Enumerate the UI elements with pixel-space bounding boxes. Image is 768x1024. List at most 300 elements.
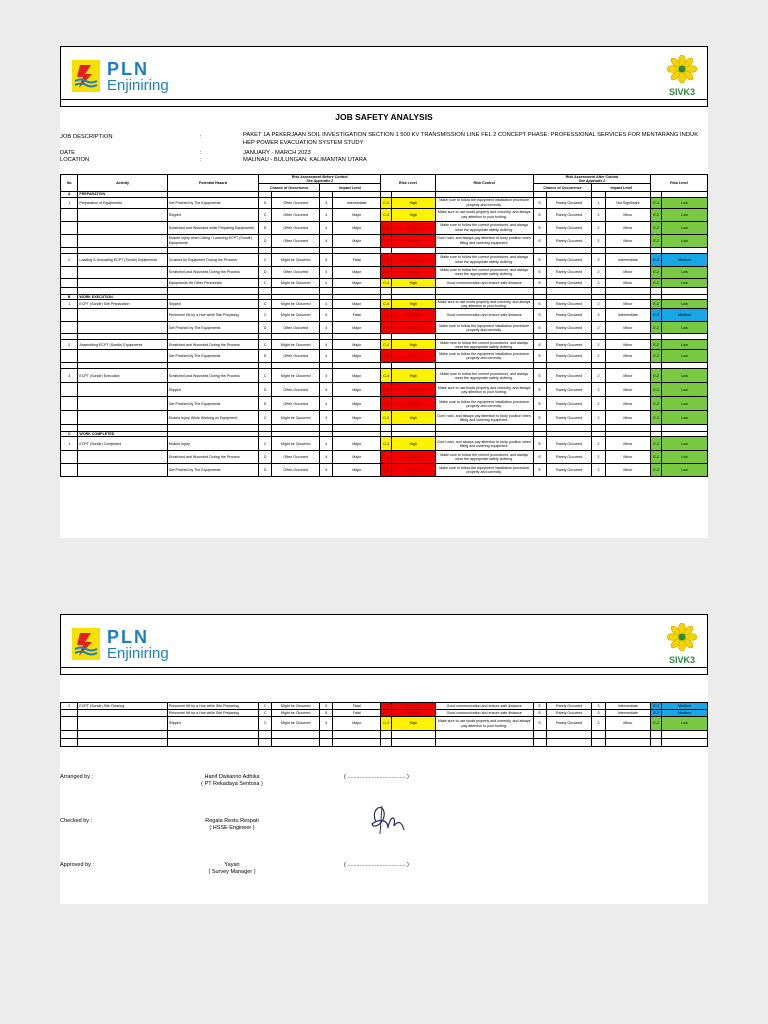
signature-person <box>180 818 284 832</box>
risk-code-after: E-3 <box>651 710 662 717</box>
risk-level-before: High <box>392 369 436 383</box>
before-subtitle: See Appendix 2 <box>306 179 333 184</box>
chance-text-before: Might be Occurred <box>272 278 320 287</box>
spacer-cell <box>167 739 258 747</box>
info-colon: : <box>200 157 202 163</box>
risk-code-before: D-4 <box>381 451 392 464</box>
impact-code-before: 4 <box>320 437 333 451</box>
spacer-cell <box>533 287 546 294</box>
section-code: B <box>61 294 78 299</box>
chance-text-after: Rarely Occurred <box>546 369 592 383</box>
chance-text-before: Might be Occurred <box>272 703 320 710</box>
table-row <box>61 309 708 322</box>
impact-text-before: Major <box>333 278 381 287</box>
chance-code-after: E <box>533 464 546 477</box>
spacer-row <box>61 739 708 747</box>
hazard-cell: Scratched and Wounded During the Process <box>167 369 258 383</box>
spacer-cell <box>662 739 708 747</box>
table-row <box>61 710 708 717</box>
impact-text-after: Minor <box>605 717 651 731</box>
chance-text-before: Might be Occurred <box>272 437 320 451</box>
risk-code-before: C-5 <box>381 309 392 322</box>
impact-text-before: Major <box>333 322 381 334</box>
chance-text-after: Rarely Occurred <box>546 278 592 287</box>
activity-cell: ECPT (Sondir) Completed <box>78 437 167 451</box>
impact-text-before: Major <box>333 717 381 731</box>
chance-code-before: C <box>259 703 272 710</box>
chance-text-before: Might be Occurred <box>272 411 320 425</box>
risk-code-after: E-2 <box>651 278 662 287</box>
spacer-cell <box>651 731 662 739</box>
activity-cell <box>78 383 167 397</box>
risk-code-after: E-2 <box>651 350 662 363</box>
risk-control-cell: Make sure to follow the equipment installation procedure properly and correctly. <box>435 197 533 208</box>
impact-text-after: Minor <box>605 411 651 425</box>
pln-logo <box>71 59 169 93</box>
impact-code-before: 4 <box>320 234 333 247</box>
signature-person <box>180 862 284 876</box>
table-row <box>61 322 708 334</box>
row-number: 3 <box>61 369 78 383</box>
risk-code-after: E-2 <box>651 340 662 350</box>
row-number <box>61 411 78 425</box>
table-row <box>61 451 708 464</box>
spacer-cell <box>651 287 662 294</box>
impact-text-before: Major <box>333 221 381 234</box>
chance-text-after: Rarely Occurred <box>546 397 592 411</box>
chance-text-after: Rarely Occurred <box>546 266 592 278</box>
chance-text-after: Rarely Occurred <box>546 322 592 334</box>
activity-cell <box>78 717 167 731</box>
row-number: 2 <box>61 340 78 350</box>
chance-text-before: Might be Occurred <box>272 253 320 266</box>
spacer-cell <box>592 287 605 294</box>
risk-level-after: Low <box>662 451 708 464</box>
hazard-cell: Scratched and Wounded During the Process <box>167 340 258 350</box>
chance-text-before: Often Occurred <box>272 197 320 208</box>
chance-text-after: Rarely Occurred <box>546 383 592 397</box>
activity-cell <box>78 350 167 363</box>
risk-code-after: E-2 <box>651 411 662 425</box>
handwritten-signature <box>366 800 408 838</box>
col-after-control <box>533 175 651 184</box>
impact-text-before: Major <box>333 350 381 363</box>
spacer-cell <box>651 739 662 747</box>
chance-code-before: D <box>259 197 272 208</box>
col-risk-control: Risk Control <box>435 175 533 192</box>
chance-code-before: D <box>259 234 272 247</box>
chance-code-after: E <box>533 299 546 308</box>
chance-code-after: E <box>533 397 546 411</box>
risk-level-after: Low <box>662 350 708 363</box>
hazard-cell: Muscle Injury <box>167 437 258 451</box>
chance-text-after: Rarely Occurred <box>546 451 592 464</box>
impact-code-after: 2 <box>592 369 605 383</box>
activity-cell <box>78 464 167 477</box>
chance-code-before: D <box>259 464 272 477</box>
spacer-cell <box>78 731 167 739</box>
hazard-cell: Scratched and Wounded During the Process <box>167 451 258 464</box>
impact-code-after: 2 <box>592 451 605 464</box>
risk-code-after: E-2 <box>651 383 662 397</box>
table-row <box>61 437 708 451</box>
activity-cell: ECPT (Sondir) Site Preparation <box>78 299 167 308</box>
chance-text-before: Might be Occurred <box>272 340 320 350</box>
impact-code-after: 2 <box>592 322 605 334</box>
row-number: 2 <box>61 253 78 266</box>
signatory-name: Hanif Dwiianno Adhika <box>204 774 260 780</box>
impact-code-before: 4 <box>320 717 333 731</box>
activity-cell: Loading & Unloading ECPT (Sondir) Equipments <box>78 253 167 266</box>
spacer-cell <box>333 425 381 432</box>
chance-code-after: E <box>533 322 546 334</box>
activity-cell: ECPT (Sondir) Execution <box>78 369 167 383</box>
table-row <box>61 383 708 397</box>
spacer-cell <box>392 425 436 432</box>
risk-level-before: Extreme <box>392 221 436 234</box>
impact-text-before: Major <box>333 266 381 278</box>
chance-code-after: E <box>533 703 546 710</box>
chance-code-before: D <box>259 383 272 397</box>
risk-code-before: C-5 <box>381 710 392 717</box>
impact-text-before: Fatal <box>333 703 381 710</box>
sivk3-logo <box>665 55 699 97</box>
info-colon: : <box>200 150 202 156</box>
activity-cell <box>78 234 167 247</box>
impact-code-before: 5 <box>320 309 333 322</box>
table-row <box>61 197 708 208</box>
spacer-cell <box>662 425 708 432</box>
row-number <box>61 278 78 287</box>
col-impact-before: Impact Level <box>320 184 381 192</box>
risk-level-before: Extreme <box>392 350 436 363</box>
risk-level-after: Low <box>662 278 708 287</box>
risk-level-after: Low <box>662 411 708 425</box>
risk-level-after: Low <box>662 221 708 234</box>
hazard-cell: Scratched and Wounded while Preparing Equipments <box>167 221 258 234</box>
spacer-row <box>61 731 708 739</box>
col-chance-before: Chance of Occurrence <box>259 184 320 192</box>
info-key: DATE <box>60 150 76 156</box>
chance-text-before: Might be Occurred <box>272 369 320 383</box>
impact-text-before: Major <box>333 234 381 247</box>
hazard-cell: Personnel Hit by a Hoe while Site Preparing <box>167 703 258 710</box>
spacer-cell <box>381 739 392 747</box>
impact-text-before: Major <box>333 340 381 350</box>
activity-cell <box>78 278 167 287</box>
brand-name: PLN <box>107 58 149 79</box>
section-code: C <box>61 432 78 437</box>
impact-code-after: 3 <box>592 253 605 266</box>
chance-code-before: D <box>259 266 272 278</box>
spacer-cell <box>167 287 258 294</box>
impact-code-before: 4 <box>320 208 333 221</box>
risk-code-before: D-4 <box>381 221 392 234</box>
spacer-cell <box>605 731 651 739</box>
impact-code-after: 2 <box>592 299 605 308</box>
risk-level-before: High <box>392 278 436 287</box>
impact-text-after: Minor <box>605 322 651 334</box>
spacer-cell <box>333 731 381 739</box>
pln-logo-icon <box>71 59 101 93</box>
spacer-cell <box>435 425 533 432</box>
header-row <box>61 175 708 184</box>
impact-text-after: Minor <box>605 266 651 278</box>
chance-text-after: Rarely Occurred <box>546 299 592 308</box>
impact-code-after: 2 <box>592 340 605 350</box>
impact-code-after: 2 <box>592 397 605 411</box>
table-row <box>61 717 708 731</box>
impact-code-before: 4 <box>320 278 333 287</box>
spacer-cell <box>259 739 272 747</box>
table-row <box>61 221 708 234</box>
signature-label: Checked by : <box>60 818 93 824</box>
spacer-cell <box>320 739 333 747</box>
hazard-cell: Get Pinched by The Equipments <box>167 464 258 477</box>
risk-code-before: C-5 <box>381 253 392 266</box>
risk-code-after: E-2 <box>651 221 662 234</box>
impact-code-before: 4 <box>320 340 333 350</box>
after-subtitle: See Appendix 2 <box>578 179 606 184</box>
chance-code-after: E <box>533 208 546 221</box>
impact-code-before: 4 <box>320 451 333 464</box>
risk-level-after: Low <box>662 437 708 451</box>
risk-level-after: Medium <box>662 253 708 266</box>
header-box <box>60 46 708 100</box>
spacer-cell <box>435 739 533 747</box>
activity-cell <box>78 208 167 221</box>
risk-code-before: C-3 <box>381 197 392 208</box>
risk-control-cell: Make sure to follow the equipment installation procedure properly and correctly. <box>435 397 533 411</box>
col-risk-level-after: Risk Level <box>651 175 708 192</box>
hazard-cell: Get Pinched by The Equipments <box>167 397 258 411</box>
impact-code-before: 4 <box>320 350 333 363</box>
impact-text-after: Minor <box>605 397 651 411</box>
impact-text-after: Minor <box>605 437 651 451</box>
hazard-cell: Get Pinched by The Equipments <box>167 350 258 363</box>
after-title: Risk Assessment After Control <box>565 175 619 179</box>
spacer-cell <box>320 287 333 294</box>
risk-level-before: High <box>392 437 436 451</box>
risk-level-before: Extreme <box>392 322 436 334</box>
chance-text-before: Often Occurred <box>272 322 320 334</box>
chance-code-before: D <box>259 221 272 234</box>
risk-code-after: E-2 <box>651 451 662 464</box>
sivk3-flower-icon <box>667 623 697 651</box>
impact-code-after: 1 <box>592 197 605 208</box>
signature-line: ( ...................................... ) <box>344 774 409 780</box>
spacer-cell <box>651 425 662 432</box>
table-row <box>61 234 708 247</box>
info-value: MALINAU - BULUNGAN, KALIMANTAN UTARA <box>243 157 367 163</box>
risk-code-before: C-4 <box>381 208 392 221</box>
spacer-cell <box>381 287 392 294</box>
risk-level-before: Extreme <box>392 397 436 411</box>
impact-code-after: 2 <box>592 208 605 221</box>
impact-text-after: Minor <box>605 234 651 247</box>
info-key: LOCATION <box>60 157 90 163</box>
chance-text-after: Rarely Occurred <box>546 411 592 425</box>
impact-text-before: Fatal <box>333 253 381 266</box>
impact-text-before: Major <box>333 464 381 477</box>
risk-code-before: C-4 <box>381 278 392 287</box>
impact-code-after: 2 <box>592 266 605 278</box>
risk-code-after: E-2 <box>651 266 662 278</box>
impact-code-before: 4 <box>320 299 333 308</box>
row-number <box>61 208 78 221</box>
risk-code-after: E-2 <box>651 437 662 451</box>
spacer-cell <box>592 731 605 739</box>
risk-level-after: Low <box>662 197 708 208</box>
risk-code-after: E-3 <box>651 703 662 710</box>
row-number: 1 <box>61 197 78 208</box>
chance-text-after: Rarely Occurred <box>546 234 592 247</box>
signatory-name: Yayan <box>224 862 240 868</box>
risk-code-after: E-2 <box>651 397 662 411</box>
spacer-cell <box>78 287 167 294</box>
risk-level-before: High <box>392 208 436 221</box>
risk-level-after: Low <box>662 208 708 221</box>
jsa-table <box>60 174 708 477</box>
section-name: WORK EXECUTION <box>78 294 167 299</box>
risk-level-after: Low <box>662 464 708 477</box>
impact-text-before: Fatal <box>333 710 381 717</box>
risk-control-cell: Make sure to use boots properly and correctly, and always pay attention to your footing. <box>435 299 533 308</box>
impact-text-before: Major <box>333 383 381 397</box>
col-hazard: Potential Hazard <box>167 175 258 192</box>
risk-level-before: High <box>392 411 436 425</box>
impact-code-before: 4 <box>320 383 333 397</box>
chance-text-before: Often Occurred <box>272 221 320 234</box>
spacer-cell <box>533 425 546 432</box>
chance-code-before: C <box>259 369 272 383</box>
activity-cell <box>78 411 167 425</box>
info-value: JANUARY - MARCH 2023 <box>243 150 311 156</box>
section-name: WORK COMPLETED <box>78 432 167 437</box>
sivk3-label: SIVK3 <box>668 87 695 97</box>
risk-level-before: Extreme <box>392 234 436 247</box>
spacer-cell <box>320 731 333 739</box>
chance-text-after: Rarely Occurred <box>546 710 592 717</box>
chance-code-after: E <box>533 266 546 278</box>
row-number <box>61 717 78 731</box>
risk-control-cell: Make sure to use boots properly and correctly, and always pay attention to your footing. <box>435 717 533 731</box>
chance-text-after: Rarely Occurred <box>546 340 592 350</box>
spacer-cell <box>533 731 546 739</box>
hazard-cell: Get Pinched by The Equipments <box>167 322 258 334</box>
spacer-cell <box>392 731 436 739</box>
impact-code-before: 4 <box>320 266 333 278</box>
impact-code-after: 3 <box>592 710 605 717</box>
impact-code-after: 2 <box>592 383 605 397</box>
risk-level-before: High <box>392 299 436 308</box>
chance-text-after: Rarely Occurred <box>546 464 592 477</box>
spacer-row <box>61 287 708 294</box>
sivk3-logo <box>665 623 699 665</box>
risk-level-before: Extreme <box>392 383 436 397</box>
table-row <box>61 464 708 477</box>
risk-level-before: Extreme <box>392 266 436 278</box>
risk-control-cell: Make sure to follow the equipment installation procedure properly and correctly. <box>435 350 533 363</box>
risk-code-after: E-3 <box>651 309 662 322</box>
col-risk-level-before: Risk Level <box>381 175 435 192</box>
chance-text-before: Often Occurred <box>272 464 320 477</box>
signatory-name: Regala Restu Respati <box>205 818 259 824</box>
activity-cell <box>78 710 167 717</box>
chance-text-before: Often Occurred <box>272 350 320 363</box>
spacer-cell <box>272 739 320 747</box>
risk-level-after: Low <box>662 340 708 350</box>
risk-level-before: Extreme <box>392 253 436 266</box>
activity-cell: ECPT (Sondir) Site Clearing <box>78 703 167 710</box>
chance-code-before: C <box>259 411 272 425</box>
info-key: JOB DESCRIPTION <box>60 134 113 140</box>
impact-text-after: Intermediate <box>605 253 651 266</box>
spacer-cell <box>592 739 605 747</box>
risk-code-before: D-4 <box>381 322 392 334</box>
chance-text-before: Might be Occurred <box>272 299 320 308</box>
chance-text-before: Often Occurred <box>272 383 320 397</box>
impact-code-after: 2 <box>592 411 605 425</box>
spacer-cell <box>605 425 651 432</box>
hazard-cell: Personnel Hit by a Hoe while Site Preparing <box>167 710 258 717</box>
signature-line: ( ...................................... ) <box>344 862 409 868</box>
risk-level-before: Extreme <box>392 451 436 464</box>
risk-level-after: Medium <box>662 309 708 322</box>
risk-level-before: Extreme <box>392 464 436 477</box>
table-row <box>61 411 708 425</box>
hazard-cell: Personnel Hit by a Hoe while Site Preparing <box>167 309 258 322</box>
row-number <box>61 322 78 334</box>
header-box <box>60 614 708 668</box>
spacer-cell <box>78 739 167 747</box>
spacer-cell <box>392 287 436 294</box>
spacer-cell <box>320 425 333 432</box>
risk-control-cell: Make sure to follow the equipment installation procedure properly and correctly. <box>435 322 533 334</box>
table-row <box>61 299 708 308</box>
hazard-cell: Slipped <box>167 208 258 221</box>
spacer-cell <box>381 731 392 739</box>
risk-level-before: High <box>392 717 436 731</box>
risk-control-cell: Make sure to follow the equipment installation procedure properly and correctly. <box>435 464 533 477</box>
spacer-cell <box>167 425 258 432</box>
hazard-cell: Equipments Hit Other Personnels <box>167 278 258 287</box>
impact-text-after: Minor <box>605 383 651 397</box>
chance-text-before: Often Occurred <box>272 266 320 278</box>
impact-text-after: Minor <box>605 369 651 383</box>
activity-cell: Assembling ECPT (Sondir) Equipments <box>78 340 167 350</box>
impact-code-before: 5 <box>320 253 333 266</box>
chance-text-after: Rarely Occurred <box>546 437 592 451</box>
row-number: 1 <box>61 299 78 308</box>
risk-level-after: Low <box>662 383 708 397</box>
chance-code-before: C <box>259 437 272 451</box>
row-number <box>61 234 78 247</box>
col-before-control <box>259 175 381 184</box>
chance-code-after: E <box>533 717 546 731</box>
risk-code-after: E-2 <box>651 299 662 308</box>
spacer-cell <box>61 731 78 739</box>
signatory-org: ( HSSE Engineer ) <box>209 825 255 831</box>
impact-text-before: Major <box>333 411 381 425</box>
signatory-org: ( Survey Manager ) <box>208 869 256 875</box>
chance-code-before: D <box>259 350 272 363</box>
row-number: 2 <box>61 703 78 710</box>
table-row <box>61 278 708 287</box>
impact-text-after: Minor <box>605 208 651 221</box>
activity-cell <box>78 309 167 322</box>
impact-code-after: 2 <box>592 221 605 234</box>
